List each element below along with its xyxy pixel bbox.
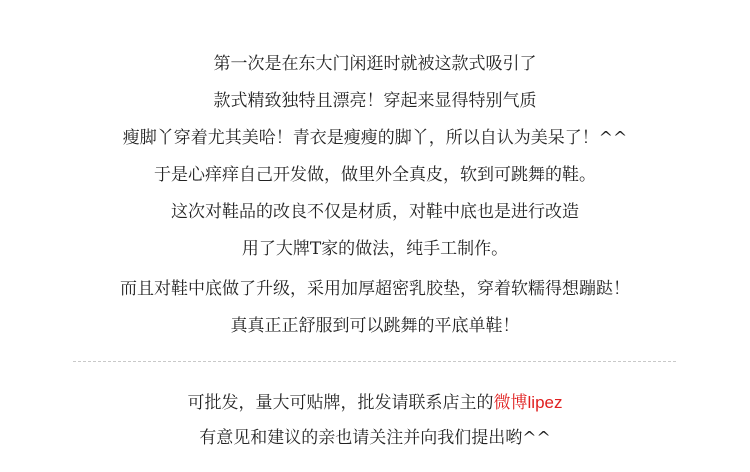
- description-line-7: 而且对鞋中底做了升级，采用加厚超密乳胶垫，穿着软糯得想蹦跶！: [120, 279, 630, 299]
- description-line-1: 第一次是在东大门闲逛时就被这款式吸引了: [213, 54, 537, 74]
- wholesale-contact-text: 可批发，量大可贴牌，批发请联系店主的: [187, 393, 494, 413]
- dashed-divider: [73, 361, 676, 362]
- description-line-6: 用了大牌T家的做法，纯手工制作。: [241, 239, 509, 259]
- description-line-4: 于是心痒痒自己开发做，做里外全真皮，软到可跳舞的鞋。: [154, 165, 596, 185]
- description-line-5: 这次对鞋品的改良不仅是材质，对鞋中底也是进行改造: [171, 202, 579, 222]
- description-line-2: 款式精致独特且漂亮！穿起来显得特别气质: [213, 91, 537, 111]
- weibo-link[interactable]: 微博lipez: [493, 393, 563, 412]
- description-line-3: 瘦脚丫穿着尤其美哈！青衣是瘦瘦的脚丫，所以自认为美呆了！^^: [122, 128, 628, 148]
- description-line-8: 真真正正舒服到可以跳舞的平底单鞋！: [230, 316, 520, 336]
- feedback-line: 有意见和建议的亲也请关注并向我们提出哟^^: [199, 428, 551, 448]
- wholesale-contact-line: [0, 391, 750, 415]
